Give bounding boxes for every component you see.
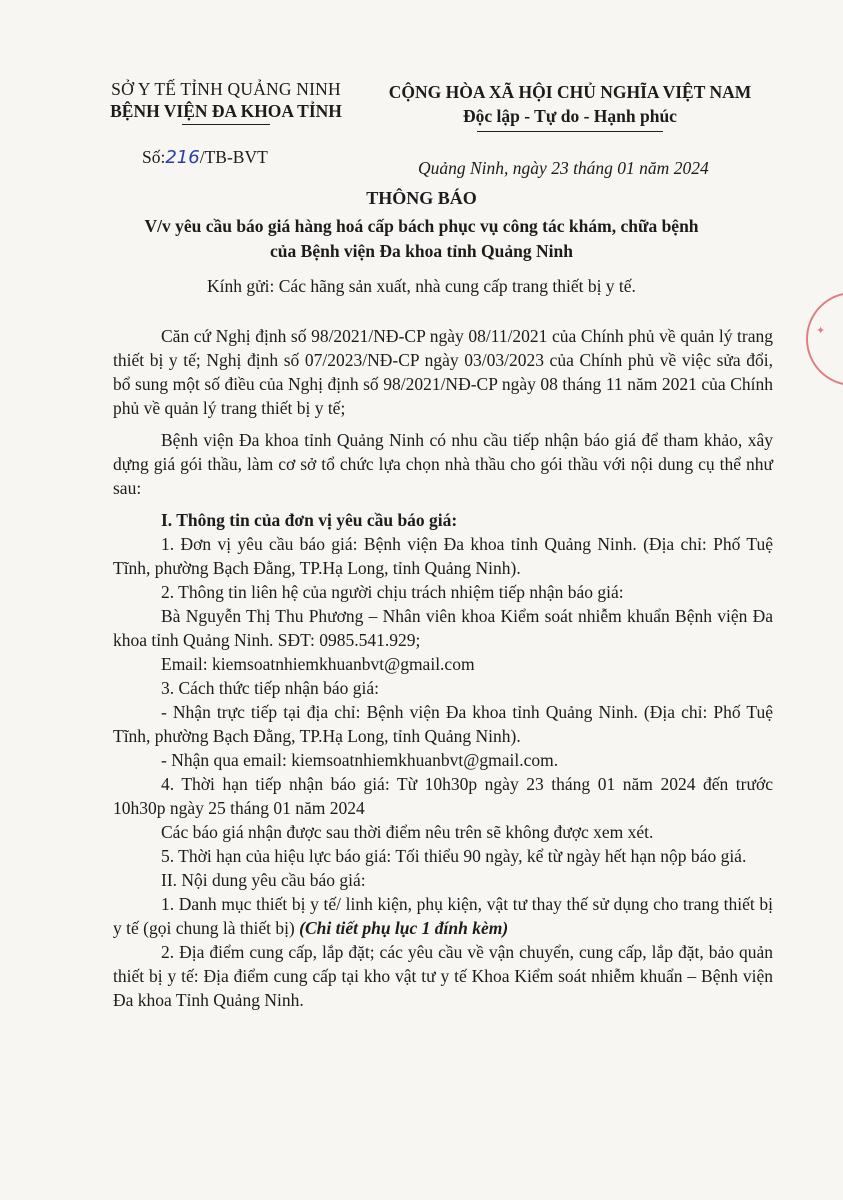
issuer-department: SỞ Y TẾ TỈNH QUẢNG NINH (111, 79, 341, 99)
section-2-item-1 (113, 892, 773, 940)
section-1-item-1: 1. Đơn vị yêu cầu báo giá: Bệnh viện Đa khoa tỉnh Quảng Ninh. (Địa chỉ: Phố Tuệ Tĩnh, phường Bạch Đằng, TP.Hạ Long, tỉnh Quảng Ninh). (113, 534, 773, 578)
email-delivery: - Nhận qua email: kiemsoatnhiemkhuanbvt@gmail.com. (161, 750, 559, 770)
number-prefix: Số: (142, 147, 166, 167)
section-1-item-5: 5. Thời hạn của hiệu lực báo giá: Tối thiểu 90 ngày, kể từ ngày hết hạn nộp báo giá. (161, 846, 747, 866)
issuer-hospital: BỆNH VIỆN ĐA KHOA TỈNH (110, 101, 342, 121)
deadline-note: Các báo giá nhận được sau thời điểm nêu trên sẽ không được xem xét. (161, 822, 654, 842)
issuer-header (96, 78, 356, 125)
section-1-item-4: 4. Thời hạn tiếp nhận báo giá: Từ 10h30p ngày 23 tháng 01 năm 2024 đến trước 10h30p ngày 25 tháng 01 năm 2024 (113, 774, 773, 818)
stamp-fragment-icon: ✦ (816, 324, 826, 337)
section-1-heading: I. Thông tin của đơn vị yêu cầu báo giá: (161, 510, 458, 530)
subject-line-2: của Bệnh viện Đa khoa tỉnh Quảng Ninh (270, 241, 573, 261)
section-1-item-3: 3. Cách thức tiếp nhận báo giá: (161, 678, 379, 698)
national-header (370, 80, 770, 132)
direct-delivery: - Nhận trực tiếp tại địa chỉ: Bệnh viện Đa khoa tỉnh Quảng Ninh. (Địa chỉ: Phố Tuệ Tĩnh, phường Bạch Đằng, TP.Hạ Long, tỉnh Quảng Ninh). (113, 702, 773, 746)
contact-email: Email: kiemsoatnhiemkhuanbvt@gmail.com (161, 654, 475, 674)
section-2-item-2: 2. Địa điểm cung cấp, lắp đặt; các yêu cầu về vận chuyển, cung cấp, lắp đặt, bảo quản thiết bị y tế: Địa điểm cung cấp tại kho vật tư y tế Khoa Kiểm soát nhiễm khuẩn – Bệnh viện Đa khoa Tỉnh Quảng Ninh. (113, 942, 773, 1010)
date-line: Quảng Ninh, ngày 23 tháng 01 năm 2024 (418, 158, 709, 178)
purpose-paragraph: Bệnh viện Đa khoa tỉnh Quảng Ninh có nhu cầu tiếp nhận báo giá để tham khảo, xây dựng giá gói thầu, làm cơ sở tổ chức lựa chọn nhà thầu cho gói thầu với nội dung cụ thể như sau: (113, 430, 773, 498)
issuer-underline (182, 124, 270, 125)
contact-person: Bà Nguyễn Thị Thu Phương – Nhân viên khoa Kiểm soát nhiễm khuẩn Bệnh viện Đa khoa tỉnh Quảng Ninh. SĐT: 0985.541.929; (113, 606, 773, 650)
handwritten-number: 216 (165, 147, 200, 168)
appendix-reference: (Chi tiết phụ lục 1 đính kèm) (299, 918, 509, 938)
section-1-item-2: 2. Thông tin liên hệ của người chịu trách nhiệm tiếp nhận báo giá: (161, 582, 624, 602)
section-2-heading: II. Nội dung yêu cầu báo giá: (161, 870, 366, 890)
document-subject (0, 214, 843, 264)
document-number (142, 147, 268, 168)
red-stamp-edge (806, 292, 843, 386)
document-body (113, 316, 773, 1012)
section-2-item-1-text: 1. Danh mục thiết bị y tế/ linh kiện, phụ kiện, vật tư thay thế sử dụng cho trang thiết bị y tế (gọi chung là thiết bị) (113, 894, 773, 938)
national-name: CỘNG HÒA XÃ HỘI CHỦ NGHĨA VIỆT NAM (388, 82, 752, 102)
number-suffix: /TB-BVT (199, 147, 268, 167)
legal-basis-paragraph: Căn cứ Nghị định số 98/2021/NĐ-CP ngày 08/11/2021 của Chính phủ về quản lý trang thiết bị y tế; Nghị định số 07/2023/NĐ-CP ngày 03/03/2023 của Chính phủ về việc sửa đổi, bổ sung một số điều của Nghị định số 98/2021/NĐ-CP ngày 08 tháng 11 năm 2021 của Chính phủ về quản lý trang thiết bị y tế; (113, 326, 773, 418)
recipient-line: Kính gửi: Các hãng sản xuất, nhà cung cấp trang thiết bị y tế. (207, 276, 636, 296)
motto-underline (477, 131, 663, 132)
national-motto: Độc lập - Tự do - Hạnh phúc (463, 106, 677, 126)
document-title: THÔNG BÁO (366, 188, 477, 208)
subject-line-1: V/v yêu cầu báo giá hàng hoá cấp bách phục vụ công tác khám, chữa bệnh (144, 216, 699, 236)
